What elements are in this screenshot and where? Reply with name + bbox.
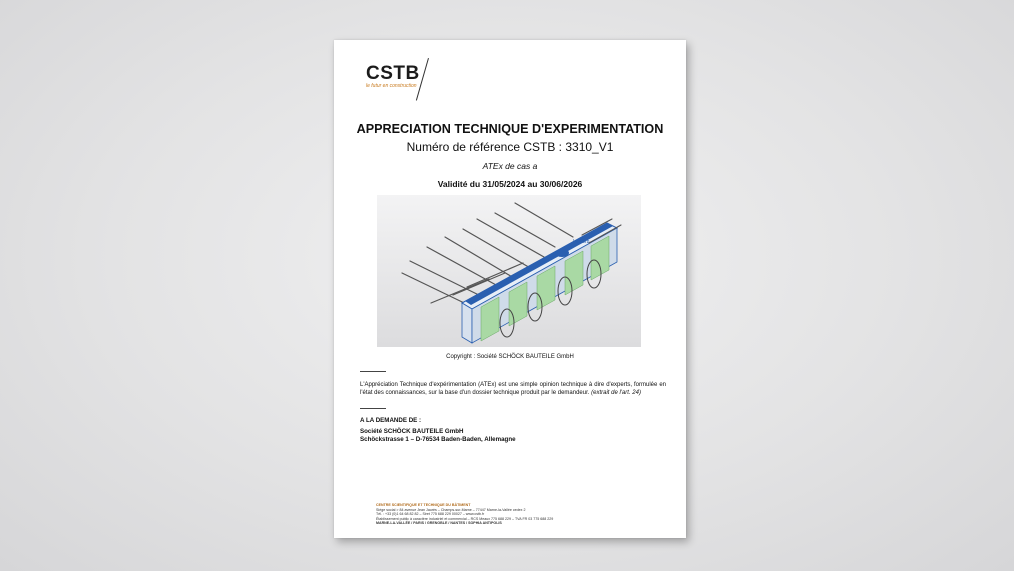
footer-line: Siège social > 84 avenue Jean Jaurès – Champs-sur-Marne – 77447 Marne-la-Vallée cedex 2 bbox=[376, 507, 526, 512]
atex-definition-text: L'Appréciation Technique d'expérimentation (ATEx) est une simple opinion technique à dire d'experts, formulée en l'état des connaissances, sur la base d'un dossier technique produit par le demandeur. bbox=[360, 382, 666, 396]
applicant-address: Schöckstrasse 1 – D-76534 Baden-Baden, Allemagne bbox=[360, 436, 516, 443]
section-divider bbox=[360, 408, 386, 409]
section-divider bbox=[360, 371, 386, 372]
cstb-footer bbox=[376, 503, 616, 526]
figure-copyright: Copyright : Société SCHÖCK BAUTEILE GmbH bbox=[446, 354, 574, 360]
footer-line: CENTRE SCIENTIFIQUE ET TECHNIQUE DU BÂTIMENT bbox=[376, 503, 471, 507]
document-title: APPRECIATION TECHNIQUE D'EXPERIMENTATION bbox=[356, 122, 664, 136]
applicant-heading: A LA DEMANDE DE : bbox=[360, 417, 422, 424]
validity-period: Validité du 31/05/2024 au 30/06/2026 bbox=[437, 179, 583, 189]
atex-type: ATEx de cas a bbox=[482, 161, 538, 171]
logo-tagline: le futur en construction bbox=[366, 83, 417, 89]
footer-line: Établissement public à caractère industriel et commercial – RCS Meaux 775 688 229 – TVA FR 03 775 688 229 bbox=[376, 516, 554, 521]
cstb-logo bbox=[366, 58, 446, 100]
logo-wordmark: CSTB bbox=[366, 63, 420, 84]
footer-line: MARNE-LA-VALLÉE / PARIS / GRENOBLE / NANTES / SOPHIA ANTIPOLIS bbox=[376, 521, 502, 526]
module-brand-label: Isokorb bbox=[573, 239, 590, 245]
atex-definition-note: (extrait de l'art. 24) bbox=[591, 389, 641, 396]
footer-line: Tél. : +33 (0)1 64 68 82 82 – Siret 775 688 229 00027 – www.cstb.fr bbox=[376, 512, 485, 517]
document-page bbox=[334, 40, 686, 538]
reference-number: Numéro de référence CSTB : 3310_V1 bbox=[406, 140, 614, 154]
applicant-company: Société SCHÖCK BAUTEILE GmbH bbox=[360, 428, 464, 435]
product-illustration bbox=[377, 195, 641, 347]
atex-definition bbox=[360, 382, 666, 397]
